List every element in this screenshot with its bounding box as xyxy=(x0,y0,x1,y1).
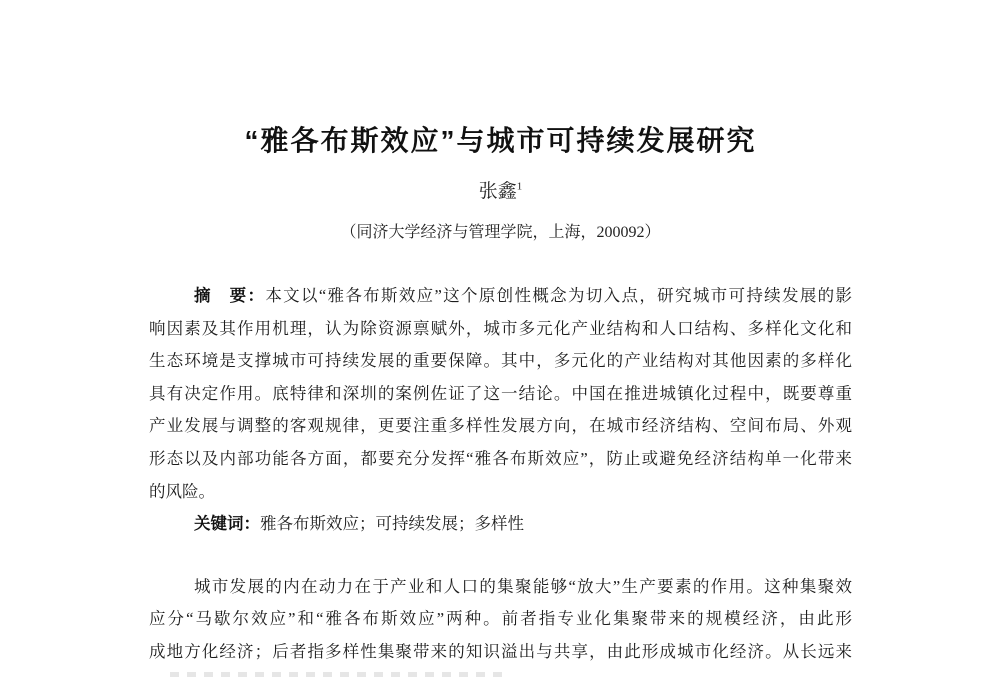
keywords-label: 关键词： xyxy=(194,514,260,534)
abstract-line xyxy=(149,280,852,313)
abstract-section xyxy=(149,280,852,541)
abstract-line: 的风险。 xyxy=(149,481,215,501)
body-line: 城市发展的内在动力在于产业和人口的集聚能够“放大”生产要素的作用。这种集聚效 xyxy=(194,576,852,596)
author-line xyxy=(149,180,852,204)
abstract-label: 摘 要： xyxy=(194,286,266,305)
author-name: 张鑫 xyxy=(478,181,517,202)
paper-content xyxy=(149,0,852,669)
body-section xyxy=(149,571,852,669)
abstract-line: 响因素及其作用机理，认为除资源禀赋外，城市多元化产业结构和人口结构、多样化文化和 xyxy=(149,318,852,338)
body-line: 应分“马歇尔效应”和“雅各布斯效应”两种。前者指专业化集聚带来的规模经济，由此形 xyxy=(149,609,852,629)
page-title: “雅各布斯效应”与城市可持续发展研究 xyxy=(244,125,757,156)
keywords-line xyxy=(149,508,852,541)
author-footnote-marker: 1 xyxy=(516,180,523,193)
abstract-line: 生态环境是支撑城市可持续发展的重要保障。其中，多元化的产业结构对其他因素的多样化 xyxy=(149,351,852,371)
abstract-line: 形态以及内部功能各方面，都要充分发挥“雅各布斯效应”，防止或避免经济结构单一化带来 xyxy=(149,448,852,468)
abstract-line: 产业发展与调整的客观规律，更要注重多样性发展方向，在城市经济结构、空间布局、外观 xyxy=(149,416,852,436)
body-line: 成地方化经济；后者指多样性集聚带来的知识溢出与共享，由此形成城市化经济。从长远来 xyxy=(149,641,852,661)
author-affiliation: （同济大学经济与管理学院，上海，200092） xyxy=(340,224,661,241)
cutoff-text-remnant xyxy=(170,672,510,677)
keywords-text: 雅各布斯效应；可持续发展；多样性 xyxy=(260,514,524,534)
abstract-text: 本文以“雅各布斯效应”这个原创性概念为切入点，研究城市可持续发展的影 xyxy=(265,286,853,305)
abstract-line: 具有决定作用。底特律和深圳的案例佐证了这一结论。中国在推进城镇化过程中，既要尊重 xyxy=(149,383,852,403)
